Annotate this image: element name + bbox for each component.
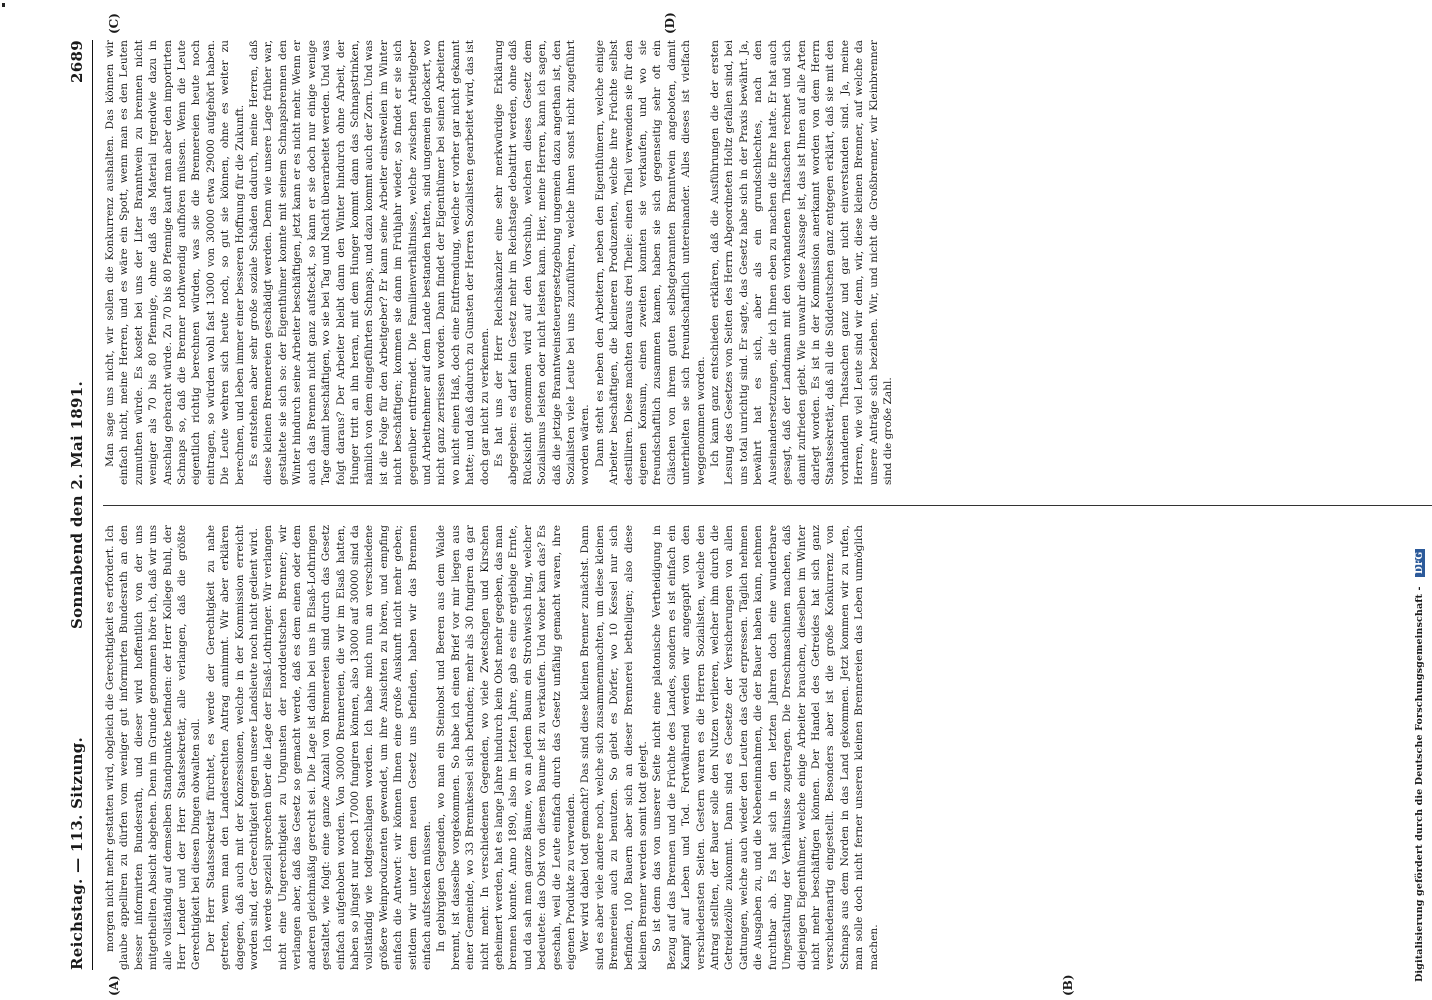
paragraph: Dann steht es neben den Arbeitern, neben den Eigenthümern, welche einige Arbeiter beschäftigen, die kleineren Produzenten, welche ihre Früchte selbst destilliren. Diese machten daraus drei Theile: einen Theil verwenden sie für den eigenen Konsum, einen zweiten konnten sie verkaufen, und wo sie freundschaftlich zusammen kamen, haben sie sich gegenseitig sehr oft ein Gläschen von ihrem guten selbstgebrannten Branntwein angeboten, damit unterhielten sie sich freundschaftlich untereinander. Alles dieses ist vielfach weggenommen worden. <box>593 40 707 485</box>
newspaper-page <box>58 12 1432 996</box>
margin-mark-b: (B) <box>1061 974 1075 996</box>
header-center: Sonnabend den 2. Mai 1891. <box>68 380 86 630</box>
columns <box>103 12 1432 996</box>
paragraph: Es hat uns der Herr Reichskanzler eine sehr merkwürdige Erklärung abgegeben: es darf kein Gesetz mehr im Reichstage debattirt werden, ohne daß Rücksicht genommen wird auf den Vorschub, welchen dieses Gesetz dem Sozialismus leisten oder nicht leisten kann. Hier, meine Herren, kann ich sagen, daß die jetzige Branntweinsteuergesetzgebung ungemein dazu angethan ist, den Sozialisten viele Leute bei uns zuzuführen, welche ihnen sonst nicht zugeführt worden wären. <box>492 40 592 485</box>
paragraph: Ich kann ganz entschieden erklären, daß die Ausführungen die der ersten Lesung des Gesetzes von Seiten des Herrn Abgeordneten Holtz gefallen sind, bei uns total unrichtig sind. Er sagte, das Gesetz habe sich in der Praxis bewährt. Ja, bewährt hat es sich, aber als ein grundschlechtes, nach den Auseinandersetzungen, die ich Ihnen eben zu machen die Ehre hatte. Er hat auch gesagt, daß der Landmann mit den vorhandenen Thatsachen rechnet und sich damit zufrieden giebt. Wie unwahr diese Aussage ist, das ist Ihnen auf alle Arten darlegt worden. Es ist in der Kommission anerkannt worden von dem Herrn Staatssekretär, daß all die Süddeutschen ganz entgegen erklärt, daß sie mit den vorhandenen Thatsachen ganz und gar nicht einverstanden sind. Ja, meine Herren, wie viel Leute sind wir denn, wir, diese kleinen Brenner, auf welche da unsere Anträge sich beziehen. Wir, und nicht die Großbrenner, wir Kleinbrenner sind die große Zahl. <box>709 40 894 485</box>
page-number: 2689 <box>68 40 86 83</box>
notice-text: Digitalisierung gefördert durch die Deutsche Forschungsgemeinschaft - <box>1414 586 1425 982</box>
paragraph: Der Herr Staatssekretär fürchtet, es werde der Gerechtigkeit zu nahe getreten, wenn man den Landesrechten Antrag annimmt. Wir aber erklären dagegen, daß auch mit der Konzessionen, welche in der Kommission erreicht worden sind, der Gerechtigkeit gegen unsere Landsleute noch nicht gedient wird. <box>204 525 261 970</box>
margin-mark-a: (A) <box>107 975 121 996</box>
margin-mark-d: (D) <box>663 12 677 34</box>
column-divider <box>103 505 1432 506</box>
paragraph: Wer wird dabei todt gemacht? Das sind diese kleinen Brenner zunächst. Dann sind es aber viele andere noch, welche sich zusammenmachten, um diese kleinen Brennereien auch zu benutzen. So giebt es Dörfer, wo 10 Kessel nur sich befinden, 100 Bauern aber sich an dieser Brennerei betheiligen; also diese kleinen Brenner werden somit todt gelegt. <box>579 525 650 970</box>
paragraph: Man sage uns nicht, wir sollen die Konkurrenz aushalten. Das können wir einfach nicht, meine Herren, und es wäre ein Spott, wenn man es den Leuten zumuthen würde. Es kostet bei uns der Liter Branntwein zu brennen nicht weniger als 70 bis 80 Pfennige, ohne daß das Material irgendwie dazu in Anschlag gebracht würde. Zu 70 bis 80 Pfennige kauft man aber den importirten Schnaps so, daß die Brenner nothwendig aufhören müssen. Wenn die Leute eigentlich richtig berechnen würden, was sie die Brennereien heute noch eintragen, so würden wohl fast 13000 von 30000 etwa 29000 aufgehört haben. Die Leute wehren sich heute noch, so gut sie können, ohne es weiter zu berechnen, und leben immer einer besseren Hoffnung für die Zukunft. <box>104 40 246 485</box>
paragraph: Es entstehen aber sehr große soziale Schäden dadurch, meine Herren, daß diese kleinen Brennereien geschädigt werden. Denn wie unsere Lage früher war, gestaltete sie sich so: der Eigenthümer konnte mit seinem Schnapsbrennen den Winter hindurch seine Arbeiter beschäftigen, jetzt kann er es nicht mehr. Wenn er auch das Brennen nicht ganz aufsteckt, so kann er sie doch nur einige wenige Tage damit beschäftigen, wo sie bei Tag und Nacht überarbeitet werden. Und was folgt daraus? Der Arbeiter bleibt dann den Winter hindurch ohne Arbeit, der Hunger tritt an ihn heran, mit dem Hunger kommt dann das Schnapstrinken, nämlich von dem eingeführten Schnaps, und dazu kommt auch der Zorn. Und was ist die Folge für den Arbeitgeber? Er kann seine Arbeiter einstweilen im Winter nicht beschäftigen; kommen sie dann im Frühjahr wieder, so findet er sie sich gegenüber entfremdet. Die Familienverhältnisse, welche zwischen Arbeitgeber und Arbeitnehmer auf dem Lande bestanden hatten, sind ungemein gelockert, wo nicht ganz zerrissen worden. Dann findet der Eigenthümer bei seinen Arbeitern wo nicht einen Haß, doch eine Entfremdung, welche er vorher gar nicht gekannt hatte; und daß dadurch zu Gunsten der Herren Sozialisten gearbeitet wird, das ist doch gar nicht zu verkennen. <box>248 40 491 485</box>
digitization-notice <box>1414 549 1425 982</box>
left-column <box>103 525 1432 970</box>
header-left: Reichstag. — 113. Sitzung. <box>68 736 86 970</box>
paragraph: So ist denn das von unserer Seite nicht eine platonische Vertheidigung in Bezug auf das Brennen und die Früchte des Landes, sondern es ist einfach ein Kampf auf Leben und Tod. Fortwährend werden wir angegapft von den verschiedensten Seiten. Gestern waren es die Herren Sozialisten, welche den Antrag stellten, der Bauer solle den Nutzen verlieren, welcher ihm durch die Getreidezölle zukommt. Dann sind es Gesetze der Versicherungen von allen Gattungen, welche auch wieder den Leuten das Geld erpressen. Täglich nehmen die Ausgaben zu, und die Nebeneinnahmen, die der Bauer haben kann, nehmen furchtbar ab. Es hat sich in den letzten Jahren doch eine wunderbare Umgestaltung der Verhältnisse zugetragen. Die Dreschmaschinen machen, daß diejenigen Eigenthümer, welche einige Arbeiter brauchen, dieselben im Winter nicht mehr beschäftigen können. Der Handel des Getreides hat sich ganz verschiedenartig eingestellt. Besonders aber ist die große Konkurrenz von Schnaps aus dem Norden in das Land gekommen. Jetzt kommen wir zu rufen, man solle doch nicht ferner unseren kleinen Brennereien das Leben unmöglich machen. <box>651 525 880 970</box>
paragraph: In gebirgigen Gegenden, wo man ein Steinobst und Beeren aus dem Walde brennt, ist dasselbe vorgekommen. So habe ich einen Brief vor mir liegen aus einer Gemeinde, wo 33 Brennkessel sich befunden; mehr als 30 fungiren da gar nicht mehr. In verschiedenen Gegenden, wo viele Zwetschgen und Kirschen geheimert werden, hat es lange Jahre hindurch kein Obst mehr gegeben, das man brennen konnte. Anno 1890, also im letzten Jahre, gab es eine ergiebige Ernte, und da sah man ganze Bäume, wo an jedem Baum ein Strohwisch hing, welcher bedeutete: das Obst von diesem Baume ist zu verkaufen. Und woher kam das? Es geschah, weil die Leute einfach durch das Gesetz unfähig gemacht waren, ihre eigenen Produkte zu verwenden. <box>435 525 577 970</box>
paragraph: Ich werde speziell sprechen über die Lage der Elsaß-Lothringer. Wir verlangen nicht eine Ungerechtigkeit zu Ungunsten der norddeutschen Brenner; wir verlangen aber, daß das Gesetz so gemacht werde, daß es dem einen oder dem anderen gleichmäßig gerecht sei. Die Lage ist dahin bei uns in Elsaß-Lothringen gestaltet, wie folgt: eine ganze Anzahl von Brennereien sind durch das Gesetz einfach aufgehoben worden. Von 30000 Brennereien, die wir im Elsaß hatten, haben so jüngst nur noch 17000 fungiren können, also 13000 auf 30000 sind da vollständig wie todtgeschlagen worden. Ich habe mich nun an verschiedene größere Weinproduzenten gewendet, um ihre Ansichten zu hören, und empfing einfach die Antwort: wir können Ihnen eine große Auskunft nicht mehr geben; seitdem wir unter dem neuen Gesetz uns befinden, haben wir das Brennen einfach aufstecken müssen. <box>262 525 433 970</box>
margin-mark-c: (C) <box>107 13 121 34</box>
right-column <box>103 40 1432 485</box>
dfg-logo: DFG <box>1415 549 1425 577</box>
page-header <box>58 40 93 970</box>
paragraph: morgen nicht mehr gestatten wird, obgleich die Gerechtigkeit es erfordert. Ich glaube appelliren zu dürfen vom weniger gut informirten Bundesrath an den besser informirten Bundesrath, und dieser wird hoffentlich von der uns mitgetheilten Absicht abgehen. Denn im Grunde genommen höre ich, daß wir uns alle vollständig auf demselben Standpunkte befinden: der Herr Kollege Buhl, der Herr Lender und der Herr Staatssekretär, alle verlangen, daß die größte Gerechtigkeit bei diesen Dingen obwalten soll. <box>104 525 203 970</box>
